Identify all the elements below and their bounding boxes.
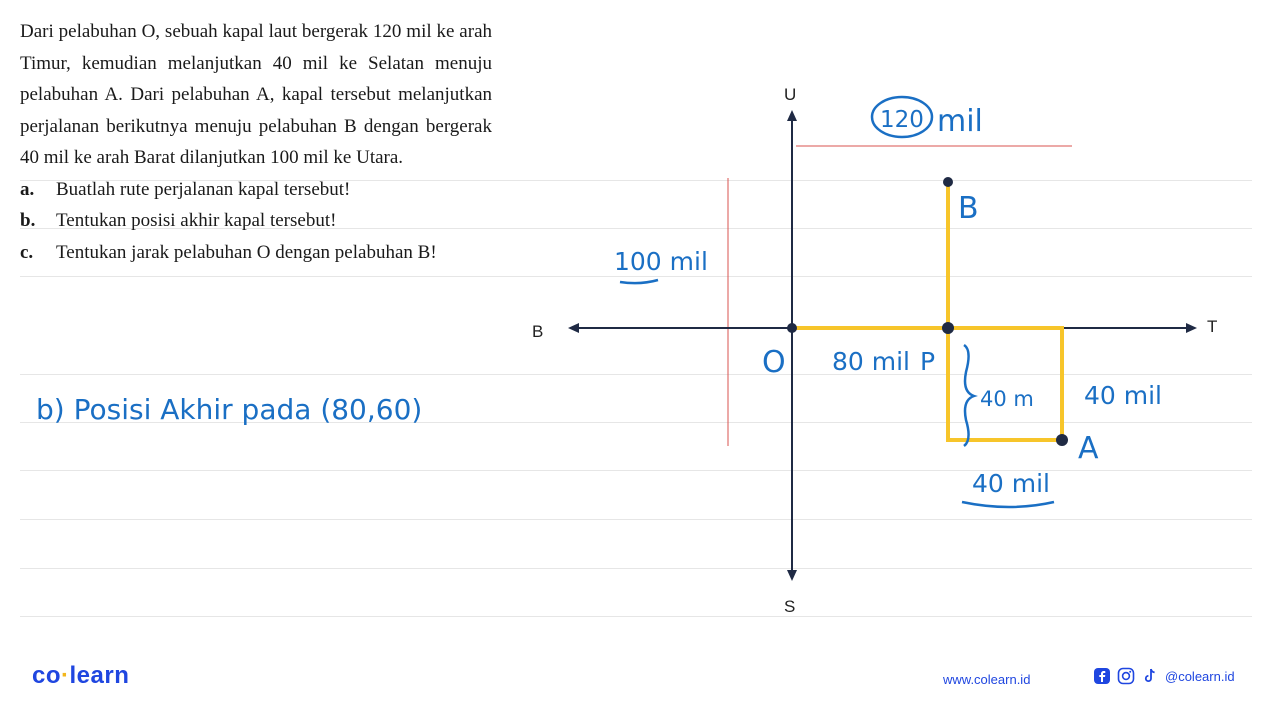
problem-intro: Dari pelabuhan O, sebuah kapal laut bergerak 120 mil ke arah Timur, kemudian melanjutkan 40 mil ke Selatan menuju pelabuhan A. Dari pelabuhan A, kapal tersebut melanjutkan perjalanan berikutnya menuju pelabuhan B dengan bergerak 40 mil ke arah Barat dilanjutkan 100 mil ke Utara.: [20, 21, 492, 168]
question-text: Buatlah rute perjalanan kapal tersebut!: [56, 178, 351, 200]
point-origin: [787, 323, 797, 333]
south-label: S: [784, 597, 796, 616]
east-arrow-icon: [1186, 323, 1197, 333]
north-arrow-icon: [787, 110, 797, 121]
distance-40-mil-right: 40 mil: [1084, 381, 1163, 410]
distance-100-mil: 100 mil: [614, 247, 708, 276]
point-b: [943, 177, 953, 187]
west-arrow-icon: [568, 323, 579, 333]
distance-40-m: 40 m: [980, 387, 1034, 411]
brace-mark: [964, 345, 974, 446]
label-point-b: B: [958, 191, 979, 226]
question-label: b.: [20, 210, 36, 231]
distance-120-number: 120: [880, 107, 924, 133]
colearn-logo: [32, 662, 129, 690]
question-label: a.: [20, 178, 35, 200]
west-label: B: [532, 322, 544, 341]
south-arrow-icon: [787, 570, 797, 581]
north-label: U: [784, 85, 797, 104]
answer-text: b) Posisi Akhir pada (80,60): [36, 393, 423, 426]
east-label: T: [1207, 317, 1218, 336]
logo-dot: ·: [61, 662, 70, 689]
social-handle[interactable]: @colearn.id: [1165, 668, 1235, 684]
label-origin-o: O: [762, 345, 786, 380]
instagram-icon[interactable]: [1117, 667, 1135, 685]
distance-120-unit: mil: [937, 104, 983, 139]
logo-part: co: [32, 662, 62, 689]
facebook-icon[interactable]: [1093, 667, 1111, 685]
point-a: [1056, 434, 1068, 446]
distance-80-mil: 80 mil: [832, 347, 911, 376]
question-text: Tentukan jarak pelabuhan O dengan pelabuhan B!: [56, 241, 437, 263]
question-label: c.: [20, 241, 34, 263]
label-point-a: A: [1078, 431, 1099, 466]
tiktok-icon[interactable]: [1141, 667, 1159, 685]
underline-mark: [620, 280, 658, 283]
point-p: [942, 322, 954, 334]
underline-mark: [962, 502, 1054, 507]
question-text: Tentukan posisi akhir kapal tersebut!: [56, 210, 337, 231]
distance-40-mil-bottom: 40 mil: [972, 469, 1051, 498]
logo-part: learn: [69, 662, 130, 689]
website-link[interactable]: www.colearn.id: [943, 672, 1031, 687]
social-links: [1093, 667, 1235, 685]
label-point-p: P: [920, 347, 936, 376]
